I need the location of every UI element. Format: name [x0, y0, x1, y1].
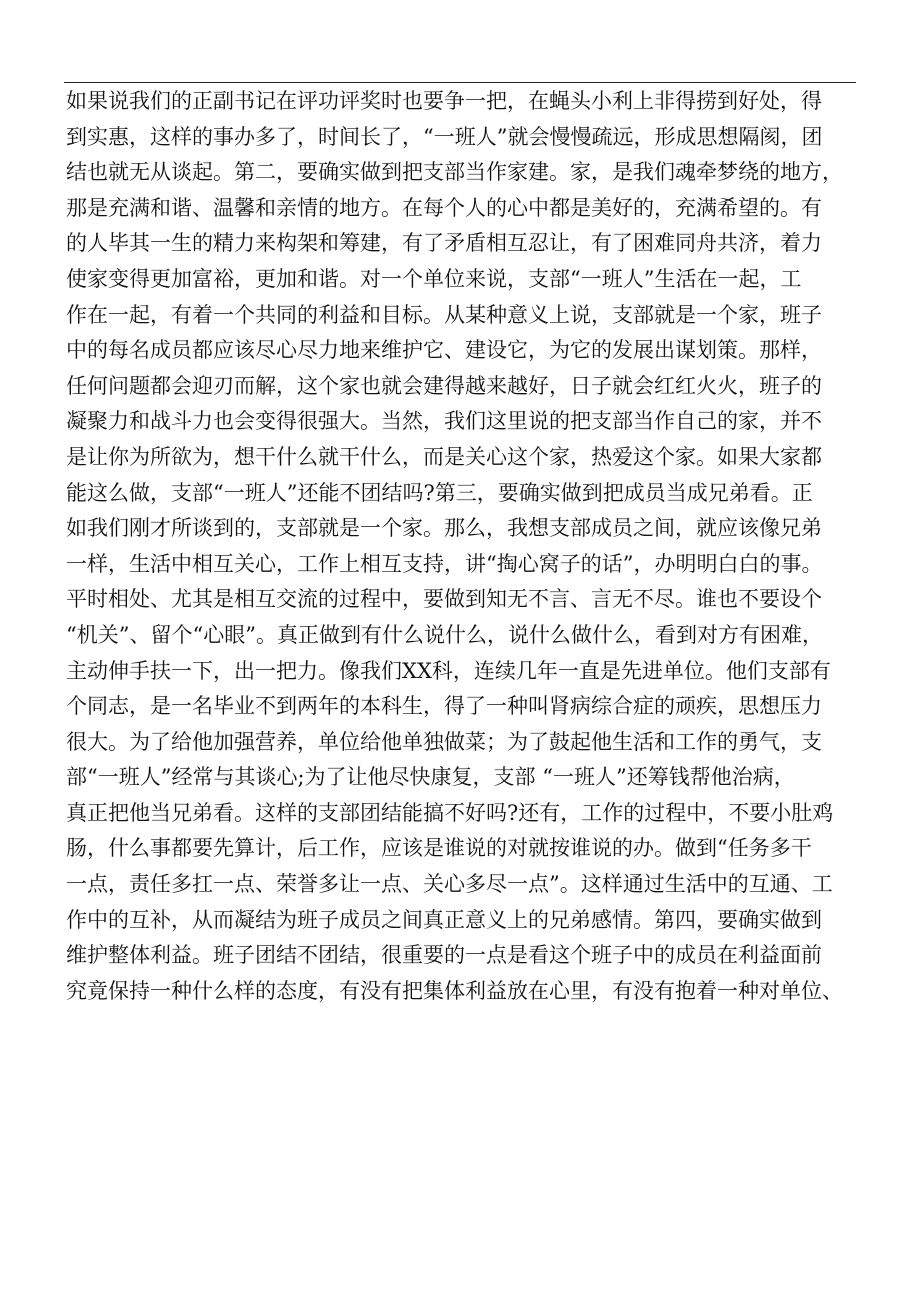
text-line: 能这么做，支部“一班人”还能不团结吗?第三，要确实做到把成员当成兄弟看。正: [66, 480, 813, 505]
text-line: 肠，什么事都要先算计，后工作，应该是谁说的对就按谁说的办。做到“任务多干: [66, 836, 812, 861]
text-line: 很大。为了给他加强营养，单位给他单独做菜；为了鼓起他生活和工作的勇气，支: [66, 729, 822, 754]
text-line: 部“一班人”经常与其谈心;为了让他尽快康复，支部 “一班人”还筹钱帮他治病，: [66, 765, 795, 790]
text-line: 一样，生活中相互关心，工作上相互支持，讲“掏心窝子的话”，办明明白白的事。: [66, 551, 823, 576]
text-line: 任何问题都会迎刃而解，这个家也就会建得越来越好，日子就会红红火火，班子的: [66, 373, 822, 398]
text-line: 如我们刚才所谈到的，支部就是一个家。那么，我想支部成员之间，就应该像兄弟: [66, 516, 822, 541]
text-line: 是让你为所欲为，想干什么就干什么，而是关心这个家，热爱这个家。如果大家都: [66, 444, 822, 469]
text-line: 结也就无从谈起。第二，要确实做到把支部当作家建。家，是我们魂牵梦绕的地方，: [66, 160, 843, 185]
text-line: 作在一起，有着一个共同的利益和目标。从某种意义上说，支部就是一个家，班子: [66, 302, 822, 327]
text-line: 究竟保持一种什么样的态度，有没有把集体利益放在心里，有没有抱着一种对单位、: [66, 978, 843, 1003]
text-line: 作中的互补，从而凝结为班子成员之间真正意义上的兄弟感情。第四，要确实做到: [66, 907, 822, 932]
text-line: 平时相处、尤其是相互交流的过程中，要做到知无不言、言无不尽。谁也不要设个: [66, 587, 822, 612]
body-paragraph: [66, 84, 866, 1009]
text-line: 到实惠，这样的事办多了，时间长了，“一班人”就会慢慢疏远，形成思想隔阂，团: [66, 124, 823, 149]
text-line: 如果说我们的正副书记在评功评奖时也要争一把，在蝇头小利上非得捞到好处，得: [66, 89, 822, 113]
text-line: “机关”、留个“心眼”。真正做到有什么说什么，说什么做什么，看到对方有困难，: [66, 622, 823, 647]
text-line: 的人毕其一生的精力来构架和筹建，有了矛盾相互忍让，有了困难同舟共济，着力: [66, 231, 822, 256]
header-rule: [64, 82, 856, 83]
text-line: 使家变得更加富裕，更加和谐。对一个单位来说，支部“一班人”生活在一起，工: [66, 266, 802, 291]
text-line: 维护整体利益。班子团结不团结，很重要的一点是看这个班子中的成员在利益面前: [66, 943, 822, 968]
text-line: 真正把他当兄弟看。这样的支部团结能搞不好吗?还有，工作的过程中，不要小肚鸡: [66, 800, 834, 825]
text-line: 个同志，是一名毕业不到两年的本科生，得了一种叫肾病综合症的顽疾，思想压力: [66, 694, 822, 719]
text-line: 那是充满和谐、温馨和亲情的地方。在每个人的心中都是美好的，充满希望的。有: [66, 195, 822, 220]
text-line: 一点，责任多扛一点、荣誉多让一点、关心多尽一点”。这样通过生活中的互通、工: [66, 872, 833, 897]
text-line: 主动伸手扶一下，出一把力。像我们XX科，连续几年一直是先进单位。他们支部有: [66, 658, 831, 683]
text-line: 凝聚力和战斗力也会变得很强大。当然，我们这里说的把支部当作自己的家，并不: [66, 409, 822, 434]
text-line: 中的每名成员都应该尽心尽力地来维护它、建设它，为它的发展出谋划策。那样，: [66, 338, 822, 363]
